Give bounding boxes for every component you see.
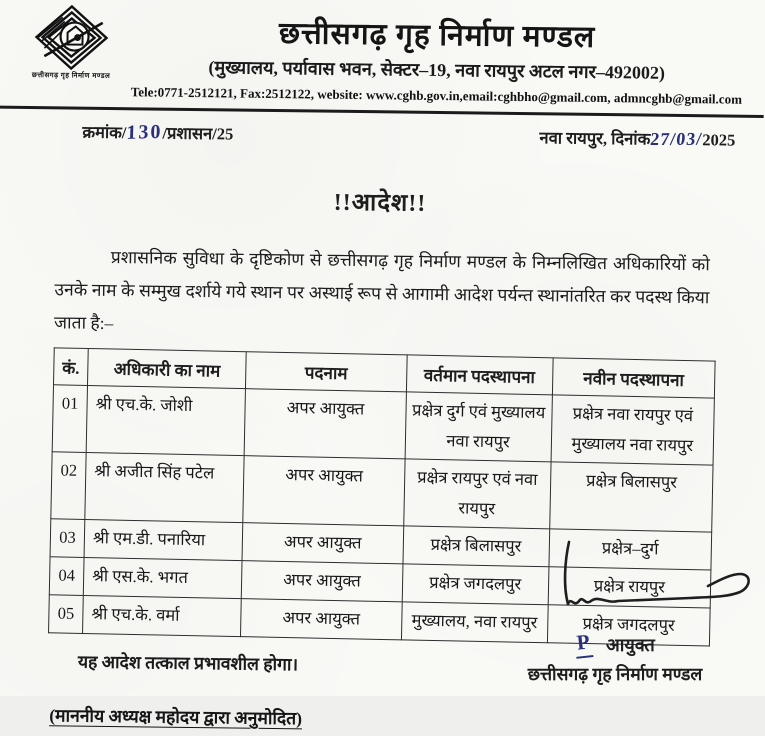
cell-new-posting: प्रक्षेत्र जगदलपुर [547, 605, 710, 646]
cell-serial: 04 [49, 557, 84, 596]
cell-officer-name: श्री एच.के. जोशी [86, 386, 246, 456]
cell-new-posting: प्रक्षेत्र रायपुर [548, 567, 711, 608]
cell-current-posting: प्रक्षेत्र दुर्ग एवं मुख्यालय नवा रायपुर [405, 392, 553, 462]
date-year: 2025 [702, 130, 736, 150]
signatory-organization: छत्तीसगढ़ गृह निर्माण मण्डल [527, 664, 703, 684]
order-body-paragraph: प्रशासनिक सुविधा के दृष्टिकोण से छत्तीसगढ़ गृह निर्माण मण्डल के निम्नलिखित अधिकारियों को उनके नाम के सम्मुख दर्शाये गये स्थान पर अस्थाई रूप से आगामी आदेश पर्यन्त स्थानांतरित कर पदस्थ किया जाता है:– [53, 247, 710, 334]
handwritten-ref-number: 130 [126, 120, 163, 144]
signatory-title: आयुक्त [606, 635, 655, 655]
ref-suffix: /प्रशासन/25 [162, 123, 234, 144]
org-contact: Tele:0771-2512121, Fax:2512122, website: www.cghb.gov.in,email:cghbho@gmail.com, admncghb@gmail.com [130, 84, 743, 107]
cell-current-posting: प्रक्षेत्र रायपुर एवं नवा रायपुर [403, 459, 551, 529]
header-officer-name: अधिकारी का नाम [88, 349, 247, 389]
signatory-title-line [500, 629, 730, 660]
cell-new-posting: प्रक्षेत्र बिलासपुर [549, 462, 713, 532]
header-serial: कं. [54, 348, 89, 386]
cell-new-posting: प्रक्षेत्र नवा रायपुर एवं मुख्यालय नवा रायपुर [551, 395, 715, 465]
ref-prefix: क्रमांक/ [82, 122, 127, 143]
letterhead-text [119, 7, 755, 108]
cell-officer-name: श्री एम.डी. पनारिया [84, 519, 243, 560]
cell-designation: अपर आयुक्त [243, 456, 405, 526]
letterhead [0, 0, 765, 113]
order-heading: !!आदेश!! [333, 189, 427, 217]
cghb-logo [23, 4, 120, 81]
handwritten-initial: P [574, 629, 594, 659]
handwritten-signature-icon [552, 538, 752, 628]
cell-current-posting: प्रक्षेत्र बिलासपुर [402, 526, 549, 567]
cell-serial: 02 [51, 452, 86, 520]
cell-new-posting: प्रक्षेत्र–दुर्ग [549, 529, 712, 570]
place-and-date [539, 125, 735, 151]
cell-current-posting: प्रक्षेत्र जगदलपुर [402, 564, 549, 605]
chairman-approval-note: (माननीय अध्यक्ष महोदय द्वारा अनुमोदित) [49, 705, 303, 729]
signature-ink [552, 538, 752, 633]
cell-designation: अपर आयुक्त [244, 389, 406, 459]
signatory-block [500, 629, 730, 686]
cell-officer-name: श्री एच.के. वर्मा [83, 595, 242, 636]
cell-officer-name: श्री एस.के. भगत [83, 557, 242, 598]
cell-serial: 05 [49, 595, 84, 634]
cell-officer-name: श्री अजीत सिंह पटेल [85, 452, 245, 522]
housing-board-emblem-icon [32, 4, 111, 71]
reference-number [82, 120, 233, 146]
handwritten-date: 27/03/ [649, 128, 704, 150]
cell-designation: अपर आयुक्त [242, 561, 403, 602]
cell-current-posting: मुख्यालय, नवा रायपुर [401, 602, 548, 643]
cell-designation: अपर आयुक्त [242, 523, 403, 564]
header-new-posting: नवीन पदस्थापना [552, 358, 715, 398]
cell-designation: अपर आयुक्त [241, 599, 402, 640]
org-address: (मुख्यालय, पर्यावास भवन, सेक्टर–19, नवा रायपुर अटल नगर–492002) [208, 57, 666, 83]
cell-serial: 03 [50, 519, 85, 558]
logo-caption: छत्तीसगढ़ गृह निर्माण मण्डल [31, 71, 111, 80]
header-current-posting: वर्तमान पदस्थापना [406, 355, 553, 395]
effective-immediately-note: यह आदेश तत्काल प्रभावशील होगा। [77, 651, 299, 675]
date-prefix: नवा रायपुर, दिनांक [539, 128, 651, 149]
header-designation: पदनाम [246, 352, 407, 392]
cell-serial: 01 [52, 385, 87, 453]
org-name: छत्तीसगढ़ गृह निर्माण मण्डल [278, 17, 596, 54]
